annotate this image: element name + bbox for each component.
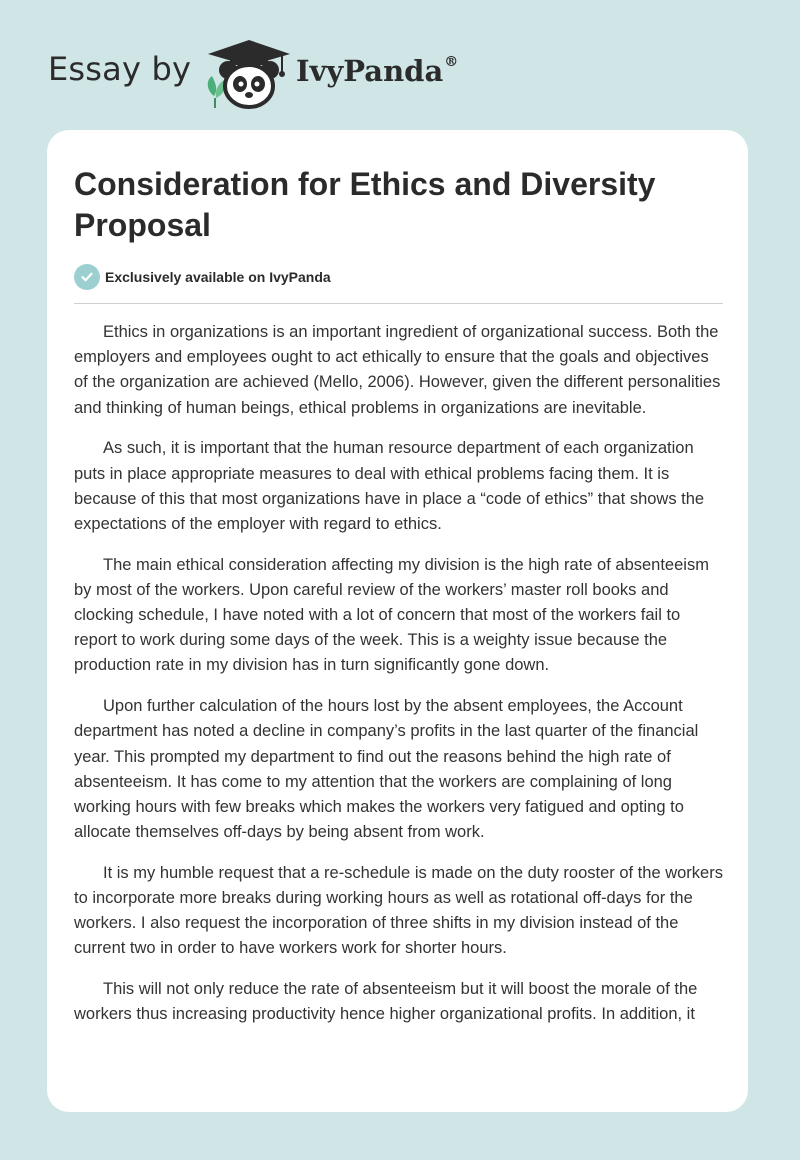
registered-mark: ® (444, 54, 459, 71)
paragraph: It is my humble request that a re-schedule is made on the duty rooster of the workers to incorporate more breaks during working hours as well as rotational off-days for the workers. I also request the incorporation of three shifts in my division instead of the current two in order to have workers work for shorter hours. (74, 863, 723, 958)
page-title: Consideration for Ethics and Diversity Proposal (74, 166, 656, 243)
exclusive-badge (74, 264, 331, 290)
paragraph: The main ethical consideration affecting my division is the high rate of absenteeism by most of the workers. Upon careful review of the workers’ master roll books and clocking schedule, I have noted with a lot of concern that most of the workers fail to report to work during some days of the week. This is a weighty issue because the production rate in my division has in turn significantly gone down. (74, 555, 709, 675)
paragraph: Ethics in organizations is an important ingredient of organizational success. Both the employers and employees ought to act ethically to ensure that the goals and objectives of the organization are achieved (Mello, 2006). However, given the different personalities and thinking of human beings, ethical problems in organizations are inevitable. (74, 323, 721, 417)
site-header (0, 0, 800, 130)
check-circle-icon (74, 264, 100, 290)
badge-text: Exclusively available on IvyPanda (105, 269, 331, 285)
panda-graduation-cap-icon[interactable] (200, 34, 292, 110)
paragraph: Upon further calculation of the hours lost by the absent employees, the Account department has noted a decline in company’s profits in the last quarter of the financial year. This prompted my department to find out the reasons behind the high rate of absenteeism. It has come to my attention that the workers are complaining of long working hours with few breaks which makes the workers very fatigued and opting to allocate themselves off-days by being absent from work. (74, 697, 699, 842)
brand-name[interactable] (296, 54, 458, 88)
brand-label: IvyPanda (296, 54, 444, 88)
essay-body (74, 320, 724, 1043)
paragraph: This will not only reduce the rate of absenteeism but it will boost the morale of the workers thus increasing productivity hence higher organizational profits. In addition, it (74, 980, 698, 1024)
essay-by-label: Essay by (48, 50, 192, 88)
paragraph: As such, it is important that the human resource department of each organization puts in place appropriate measures to deal with ethical problems facing them. It is because of this that most organizations have in place a “code of ethics” that shows the expectations of the employer with regard to ethics. (74, 439, 705, 533)
divider (74, 303, 723, 304)
essay-card (47, 130, 748, 1112)
